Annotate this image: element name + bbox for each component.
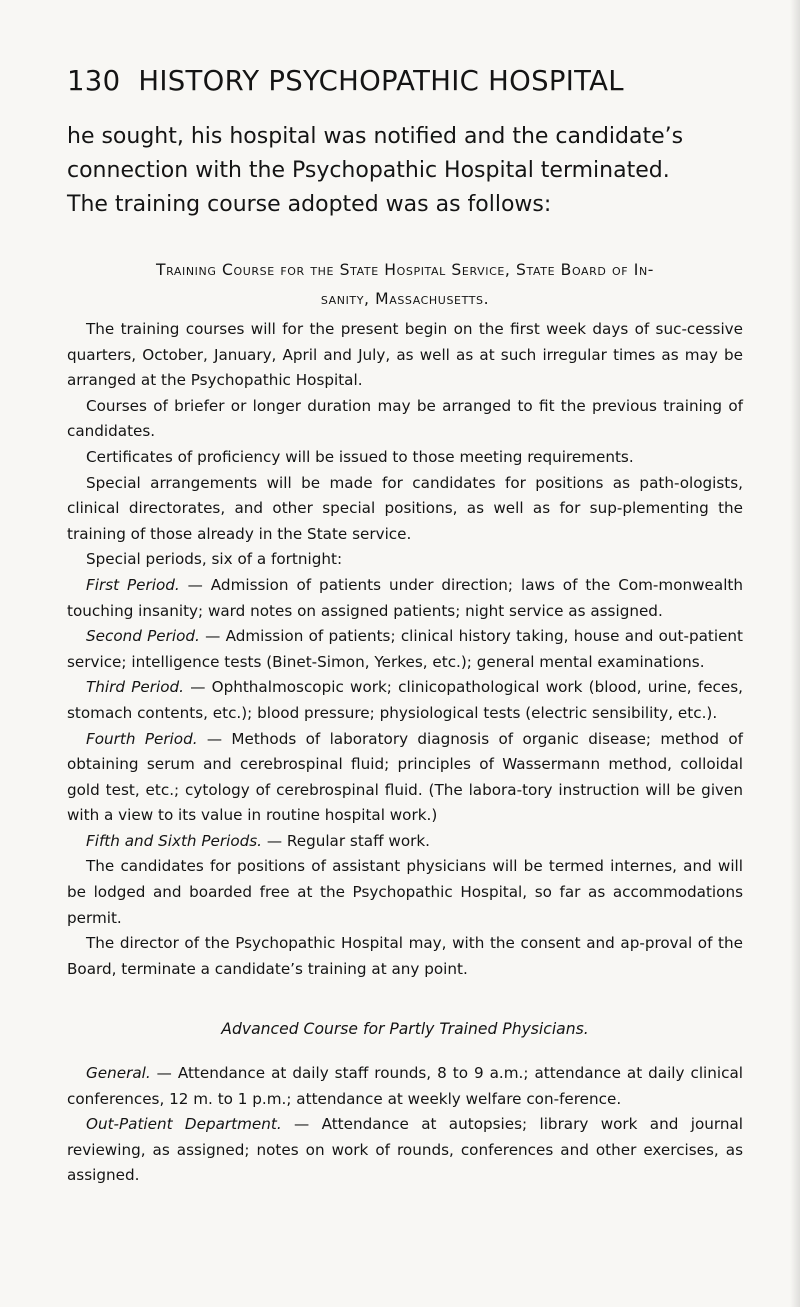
period-label: First Period.	[86, 575, 180, 594]
paragraph-start-dates: The training courses will for the present begin on the first week days of suc-cessive quarters, October, January, April and July, as well as at such irregular times as may be arranged at the Psychopathic Hospital.	[67, 320, 743, 390]
section-heading-line-2: sanity, Massachusetts.	[320, 290, 490, 308]
paragraph-third-period: Third Period. — Ophthalmoscopic work; clinicopathological work (blood, urine, feces, stomach contents, etc.); blood pressure; physiological tests (electric sensibility, etc.).	[67, 678, 743, 722]
page-number: 130	[67, 65, 121, 97]
paragraph-course-duration: Courses of briefer or longer duration may be arranged to fit the previous training of candidates.	[67, 396, 743, 441]
paragraph-fourth-period: Fourth Period. — Methods of laboratory diagnosis of organic disease; method of obtaining serum and cerebrospinal fluid; principles of Wassermann method, colloidal gold test, etc.; cytology of cerebrospinal fluid. (The labora-tory instruction will be given with a view to its value in routine hospital work.)	[67, 729, 743, 825]
period-label: Third Period.	[86, 678, 184, 697]
subsection-label: Out-Patient Department.	[86, 1115, 282, 1134]
running-header	[67, 65, 743, 97]
page-edge-shadow	[790, 0, 800, 1307]
running-title: HISTORY PSYCHOPATHIC HOSPITAL	[138, 65, 624, 97]
paragraph-director: The director of the Psychopathic Hospital may, with the consent and ap-proval of the Board, terminate a candidate’s training at any point.	[67, 934, 743, 978]
intro-line: he sought, his hospital was notified and the candidate’s	[67, 124, 684, 149]
paragraph-certificates: Certificates of proficiency will be issued to those meeting requirements.	[86, 447, 634, 466]
intro-paragraph	[67, 120, 743, 222]
period-label: Fourth Period.	[86, 729, 198, 748]
period-label: Second Period.	[86, 627, 200, 646]
section-heading-line-1: Training Course for the State Hospital Service, State Board of In-	[155, 261, 655, 279]
intro-line: connection with the Psychopathic Hospital terminated.	[67, 158, 670, 183]
paragraph-general: General. — Attendance at daily staff rounds, 8 to 9 a.m.; attendance at daily clinical conferences, 12 m. to 1 p.m.; attendance at weekly welfare con-ference.	[67, 1064, 743, 1108]
intro-line: The training course adopted was as follows:	[67, 192, 552, 217]
advanced-course-text	[67, 1061, 743, 1189]
paragraph-special-periods: Special periods, six of a fortnight:	[86, 550, 343, 569]
paragraph-second-period: Second Period. — Admission of patients; clinical history taking, house and out-patient service; intelligence tests (Binet-Simon, Yerkes, etc.); general mental examinations.	[67, 627, 744, 671]
paragraph-special-arrangements: Special arrangements will be made for candidates for positions as path-ologists, clinical directorates, and other special positions, as well as for sup-plementing the training of those already in the State service.	[67, 473, 743, 543]
paragraph-first-period: First Period. — Admission of patients under direction; laws of the Com-monwealth touching insanity; ward notes on assigned patients; night service as assigned.	[67, 575, 743, 620]
training-course-text	[67, 317, 743, 982]
paragraph-internes: The candidates for positions of assistant physicians will be termed internes, and will be lodged and boarded free at the Psychopathic Hospital, so far as accommodations permit.	[67, 857, 743, 927]
section-heading	[67, 256, 743, 314]
advanced-course-heading: Advanced Course for Partly Trained Physicians.	[221, 1020, 589, 1038]
paragraph-fifth-sixth-periods: Fifth and Sixth Periods. — Regular staff work.	[86, 831, 430, 850]
period-label: Fifth and Sixth Periods.	[86, 831, 263, 850]
subsection-label: General.	[86, 1064, 151, 1082]
paragraph-out-patient: Out-Patient Department. — Attendance at autopsies; library work and journal reviewing, as assigned; notes on work of rounds, conferences and other exercises, as assigned.	[67, 1115, 743, 1185]
